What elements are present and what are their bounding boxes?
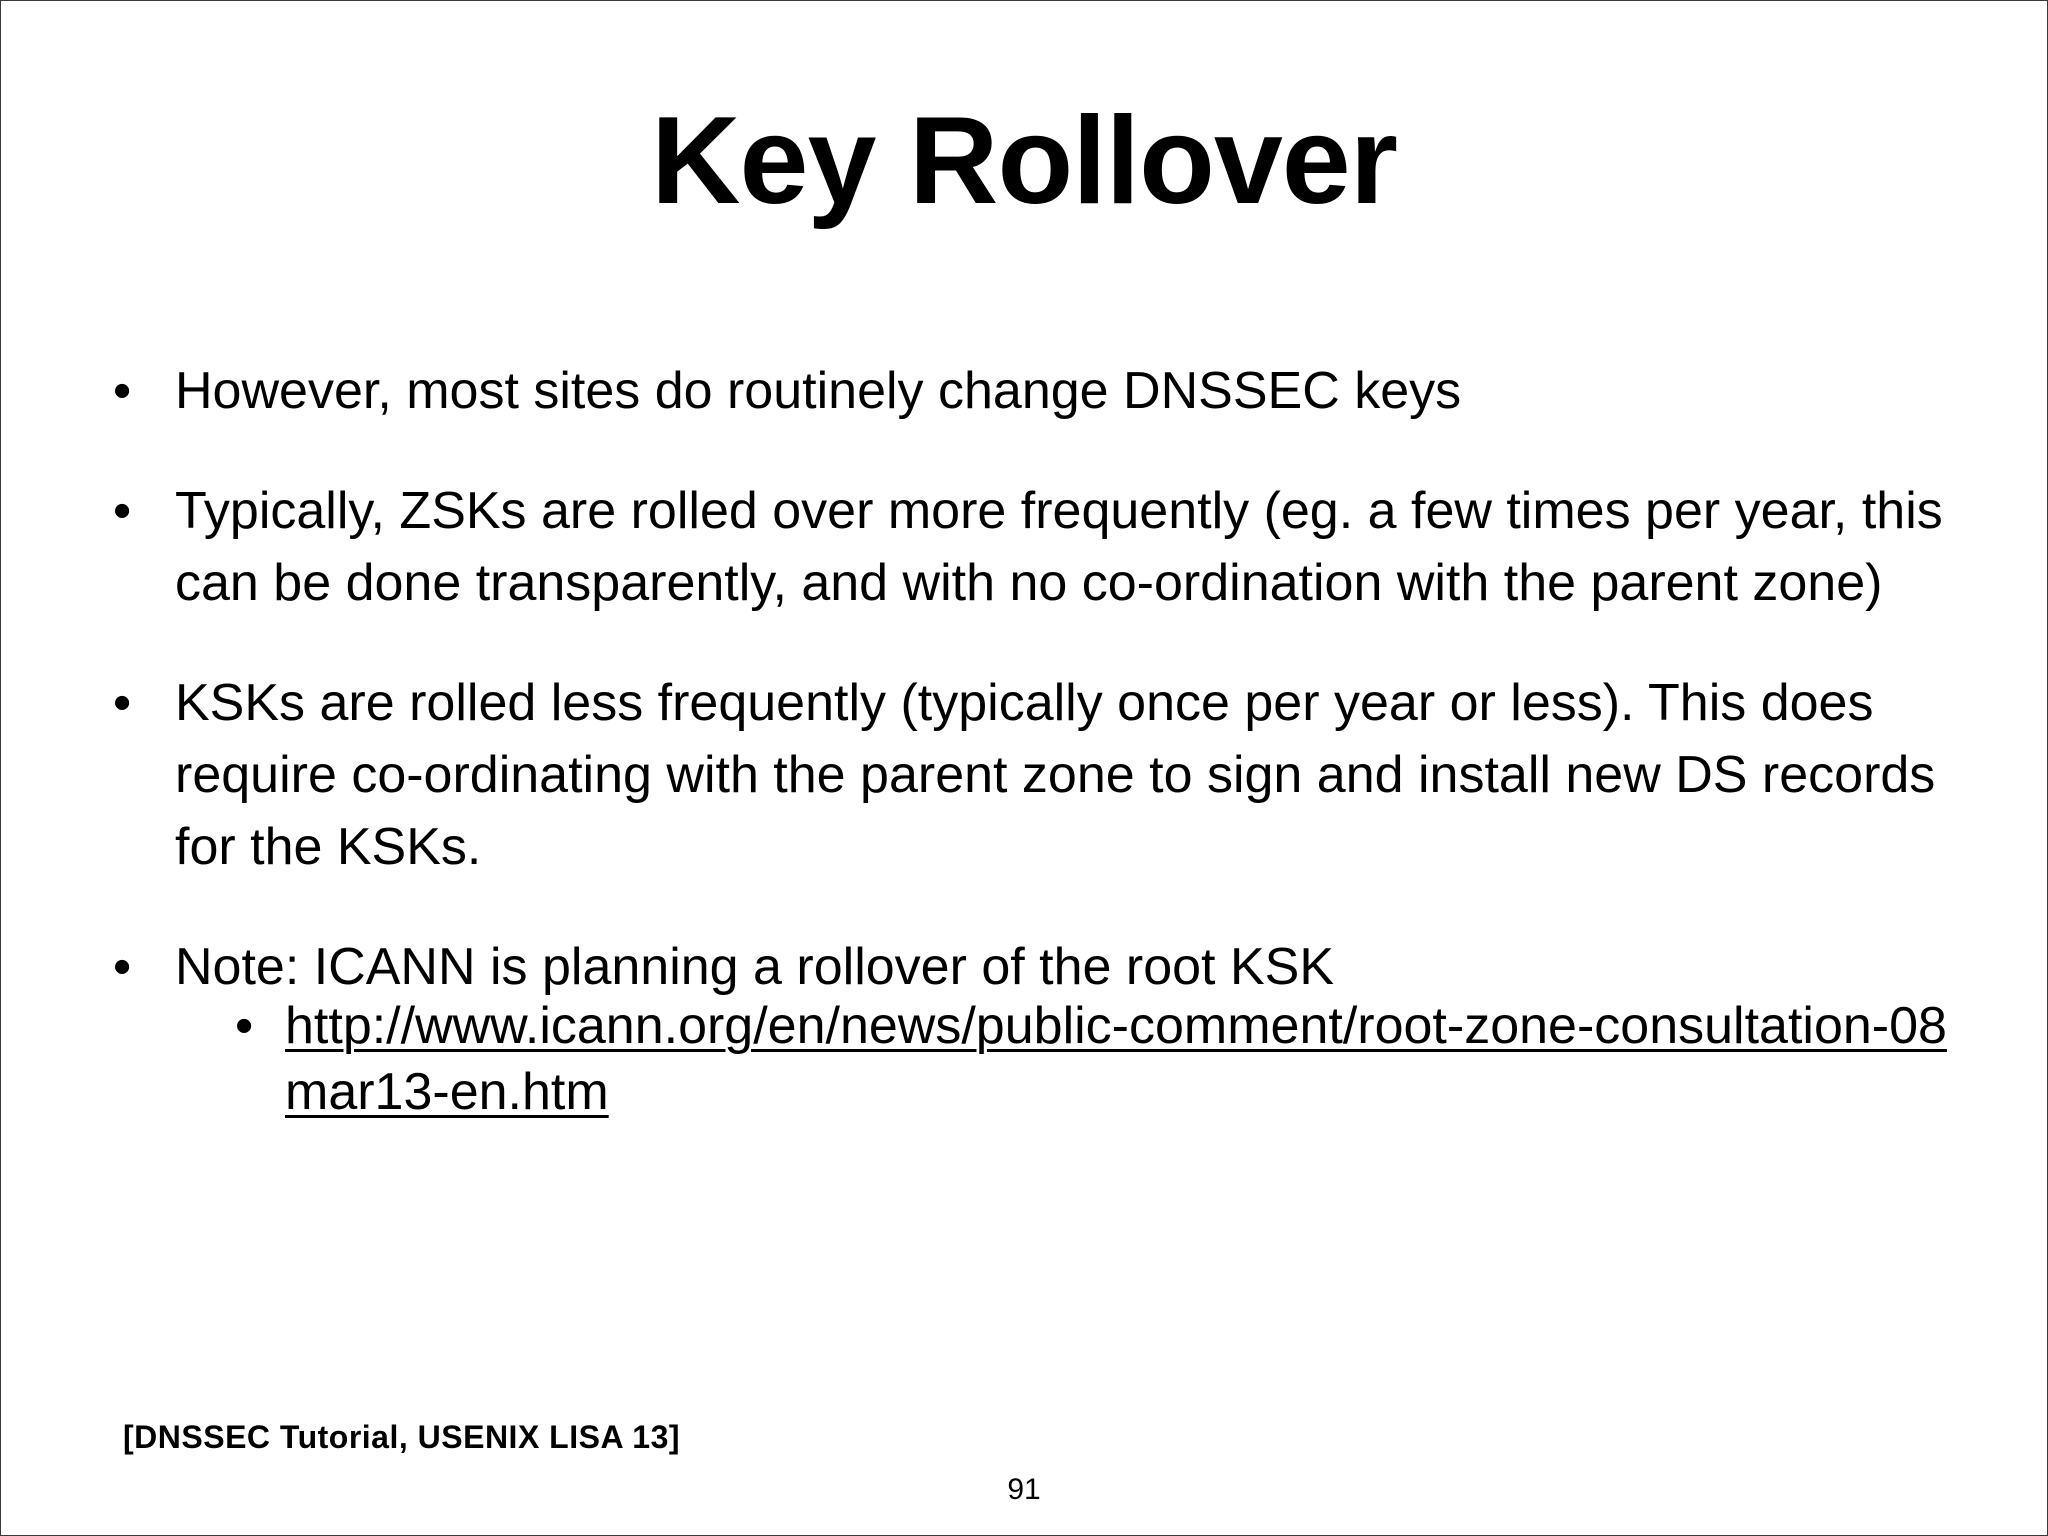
bullet-text: However, most sites do routinely change DNSSEC keys <box>175 362 1462 420</box>
bullet-text: Typically, ZSKs are rolled over more frequently (eg. a few times per year, this can be done transparently, and with no co-ordination with the parent zone) <box>175 482 1943 612</box>
sub-bullet-item <box>235 993 1973 1125</box>
page-number: 91 <box>1007 1473 1041 1506</box>
bullet-item-3 <box>113 667 1973 883</box>
sub-bullet-dot-icon: • <box>235 997 254 1055</box>
bullet-text: Note: ICANN is planning a rollover of the root KSK <box>175 938 1335 996</box>
bullet-dot-icon: • <box>113 482 132 540</box>
icann-consultation-link[interactable]: http://www.icann.org/en/news/public-comment/root-zone-consultation-08mar13-en.htm <box>285 997 1947 1121</box>
bullet-item-4 <box>113 931 1973 1125</box>
bullet-dot-icon: • <box>113 938 132 996</box>
bullet-list <box>113 355 1973 1173</box>
bullet-dot-icon: • <box>113 362 132 420</box>
footer-source: [DNSSEC Tutorial, USENIX LISA 13] <box>123 1419 681 1455</box>
bullet-item-2 <box>113 475 1973 619</box>
slide-title: Key Rollover <box>650 92 1398 230</box>
bullet-item-1 <box>113 355 1973 427</box>
bullet-text: KSKs are rolled less frequently (typically once per year or less). This does require co-ordinating with the parent zone to sign and install new DS records for the KSKs. <box>175 674 1936 876</box>
bullet-dot-icon: • <box>113 674 132 732</box>
